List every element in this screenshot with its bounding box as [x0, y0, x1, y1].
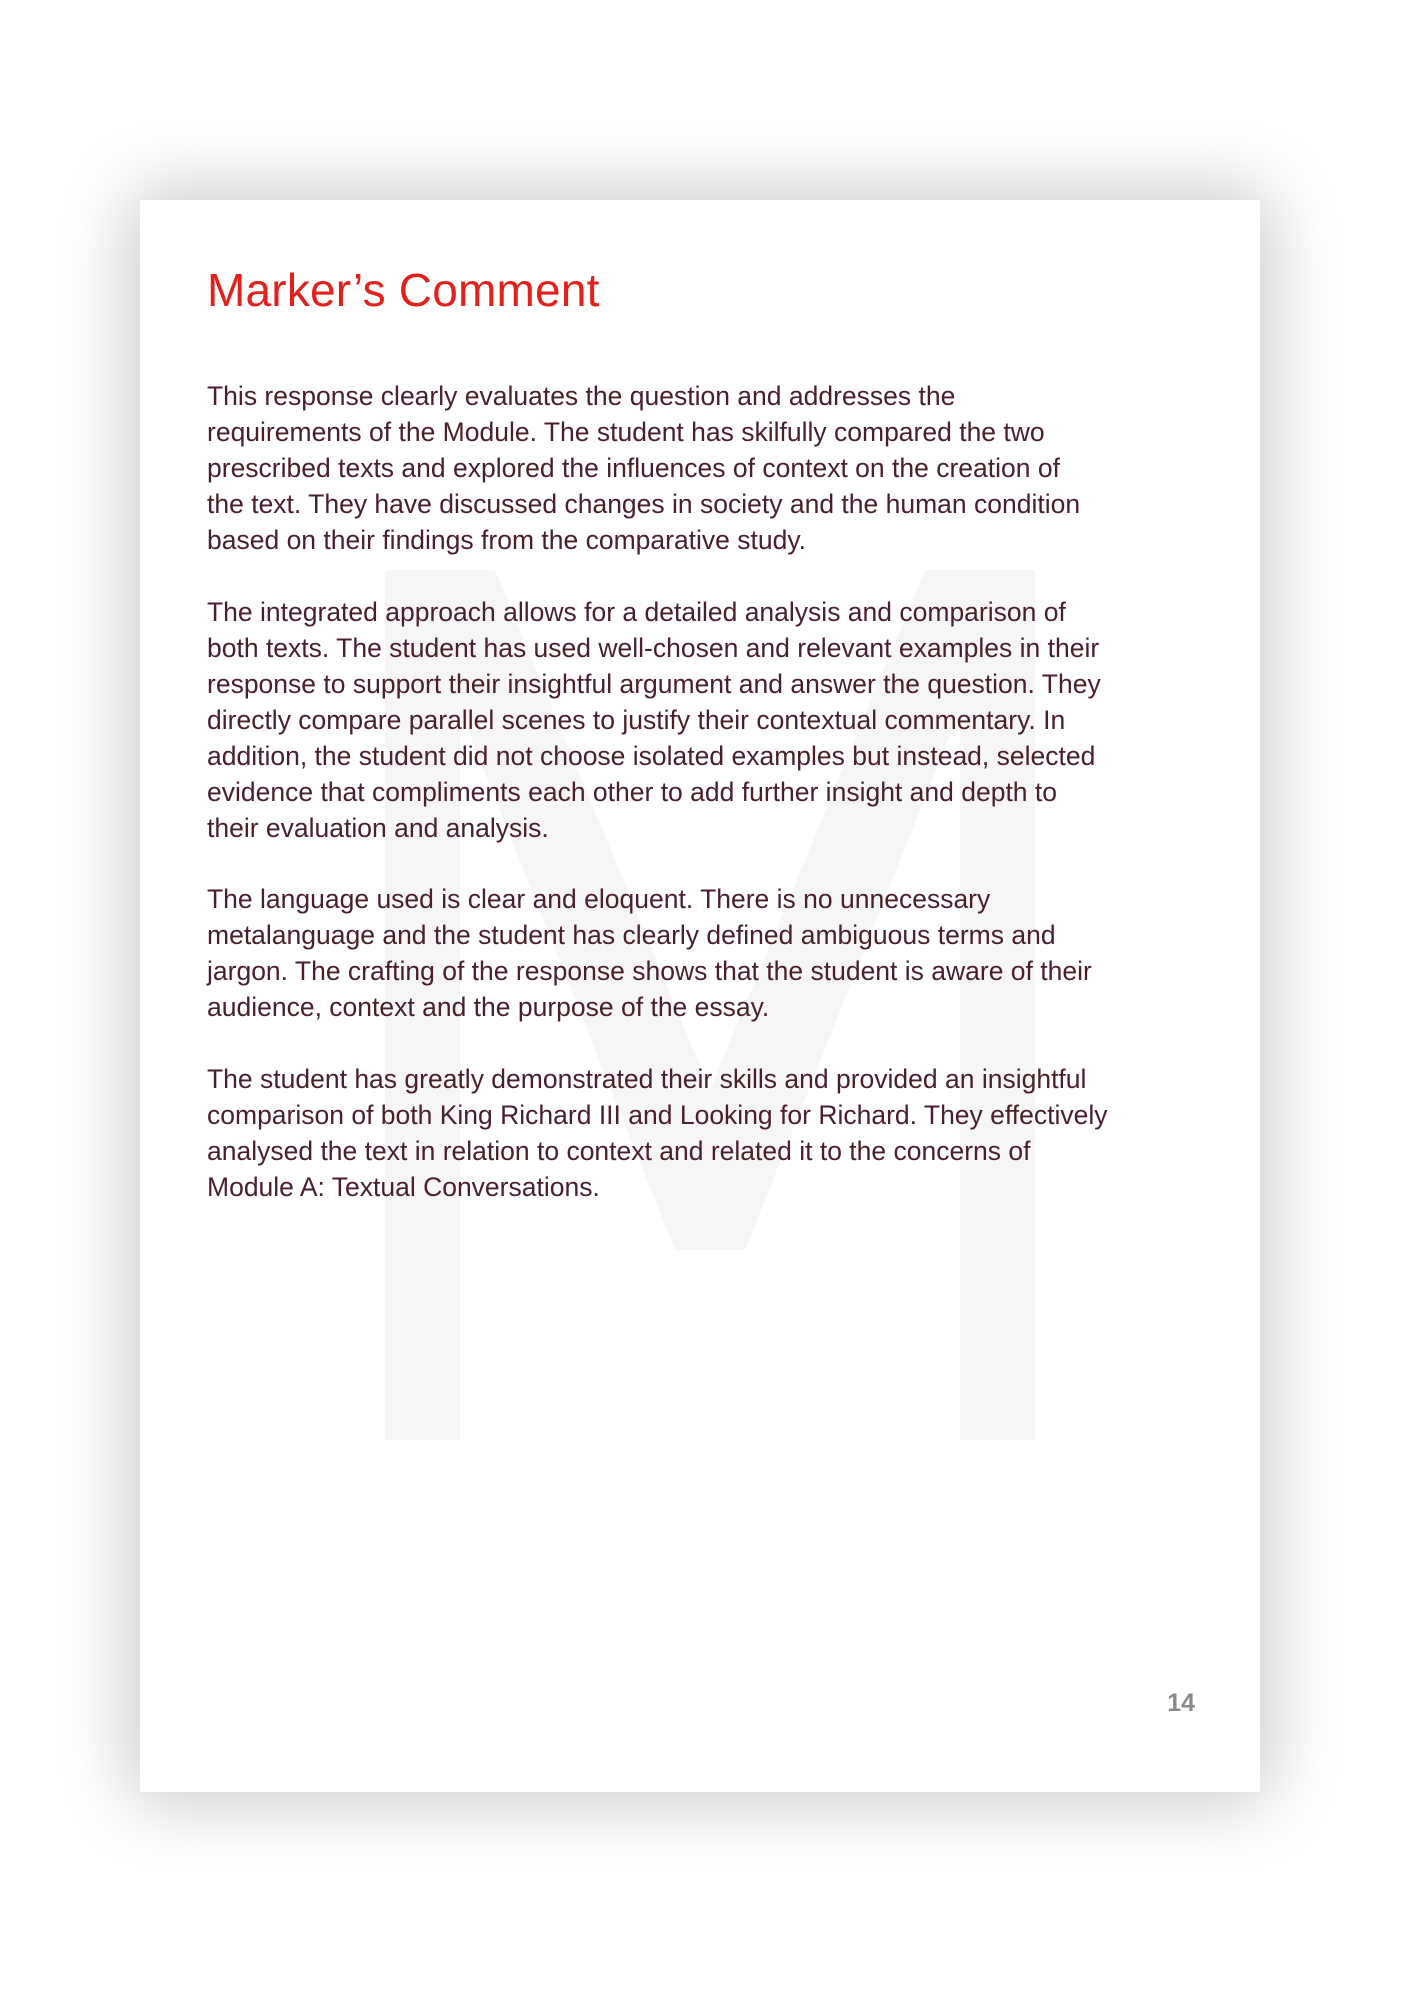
text-line: addition, the student did not choose isolated examples but instead, selected: [207, 740, 1096, 771]
text-line: The language used is clear and eloquent. There is no unnecessary: [207, 884, 991, 914]
text-line: based on their findings from the comparative study.: [207, 525, 807, 555]
paragraph-4: [207, 1061, 1207, 1205]
text-line: jargon. The crafting of the response shows that the student is aware of their: [207, 956, 1092, 986]
text-line: the text. They have discussed changes in society and the human condition: [207, 489, 1081, 519]
text-line: evidence that compliments each other to add further insight and depth to: [207, 776, 1058, 807]
text-line: requirements of the Module. The student has skilfully compared the two: [207, 417, 1045, 447]
page-title: Marker’s Comment: [207, 264, 600, 316]
text-line: both texts. The student has used well-chosen and relevant examples in their: [207, 632, 1100, 663]
text-line: their evaluation and analysis.: [207, 812, 549, 843]
text-line: response to support their insightful argument and answer the question. They: [207, 668, 1101, 699]
page-number: 14: [1167, 1689, 1195, 1717]
text-line: The student has greatly demonstrated their skills and provided an insightful: [207, 1063, 1087, 1094]
document-page: [140, 200, 1260, 1792]
paragraph-3: [207, 881, 1207, 1025]
text-line: Module A: Textual Conversations.: [207, 1171, 600, 1202]
text-line: analysed the text in relation to context and related it to the concerns of: [207, 1135, 1031, 1166]
paragraph-2: [207, 594, 1207, 846]
text-line: prescribed texts and explored the influences of context on the creation of: [207, 453, 1060, 483]
text-line: directly compare parallel scenes to justify their contextual commentary. In: [207, 704, 1066, 735]
text-line: The integrated approach allows for a detailed analysis and comparison of: [207, 596, 1066, 627]
paragraph-1: [207, 378, 1207, 558]
text-line: audience, context and the purpose of the essay.: [207, 992, 770, 1022]
text-line: This response clearly evaluates the question and addresses the: [207, 381, 956, 411]
text-line: metalanguage and the student has clearly defined ambiguous terms and: [207, 920, 1056, 950]
text-line: comparison of both King Richard III and Looking for Richard. They effectively: [207, 1099, 1108, 1130]
comment-body: [207, 378, 1207, 1240]
